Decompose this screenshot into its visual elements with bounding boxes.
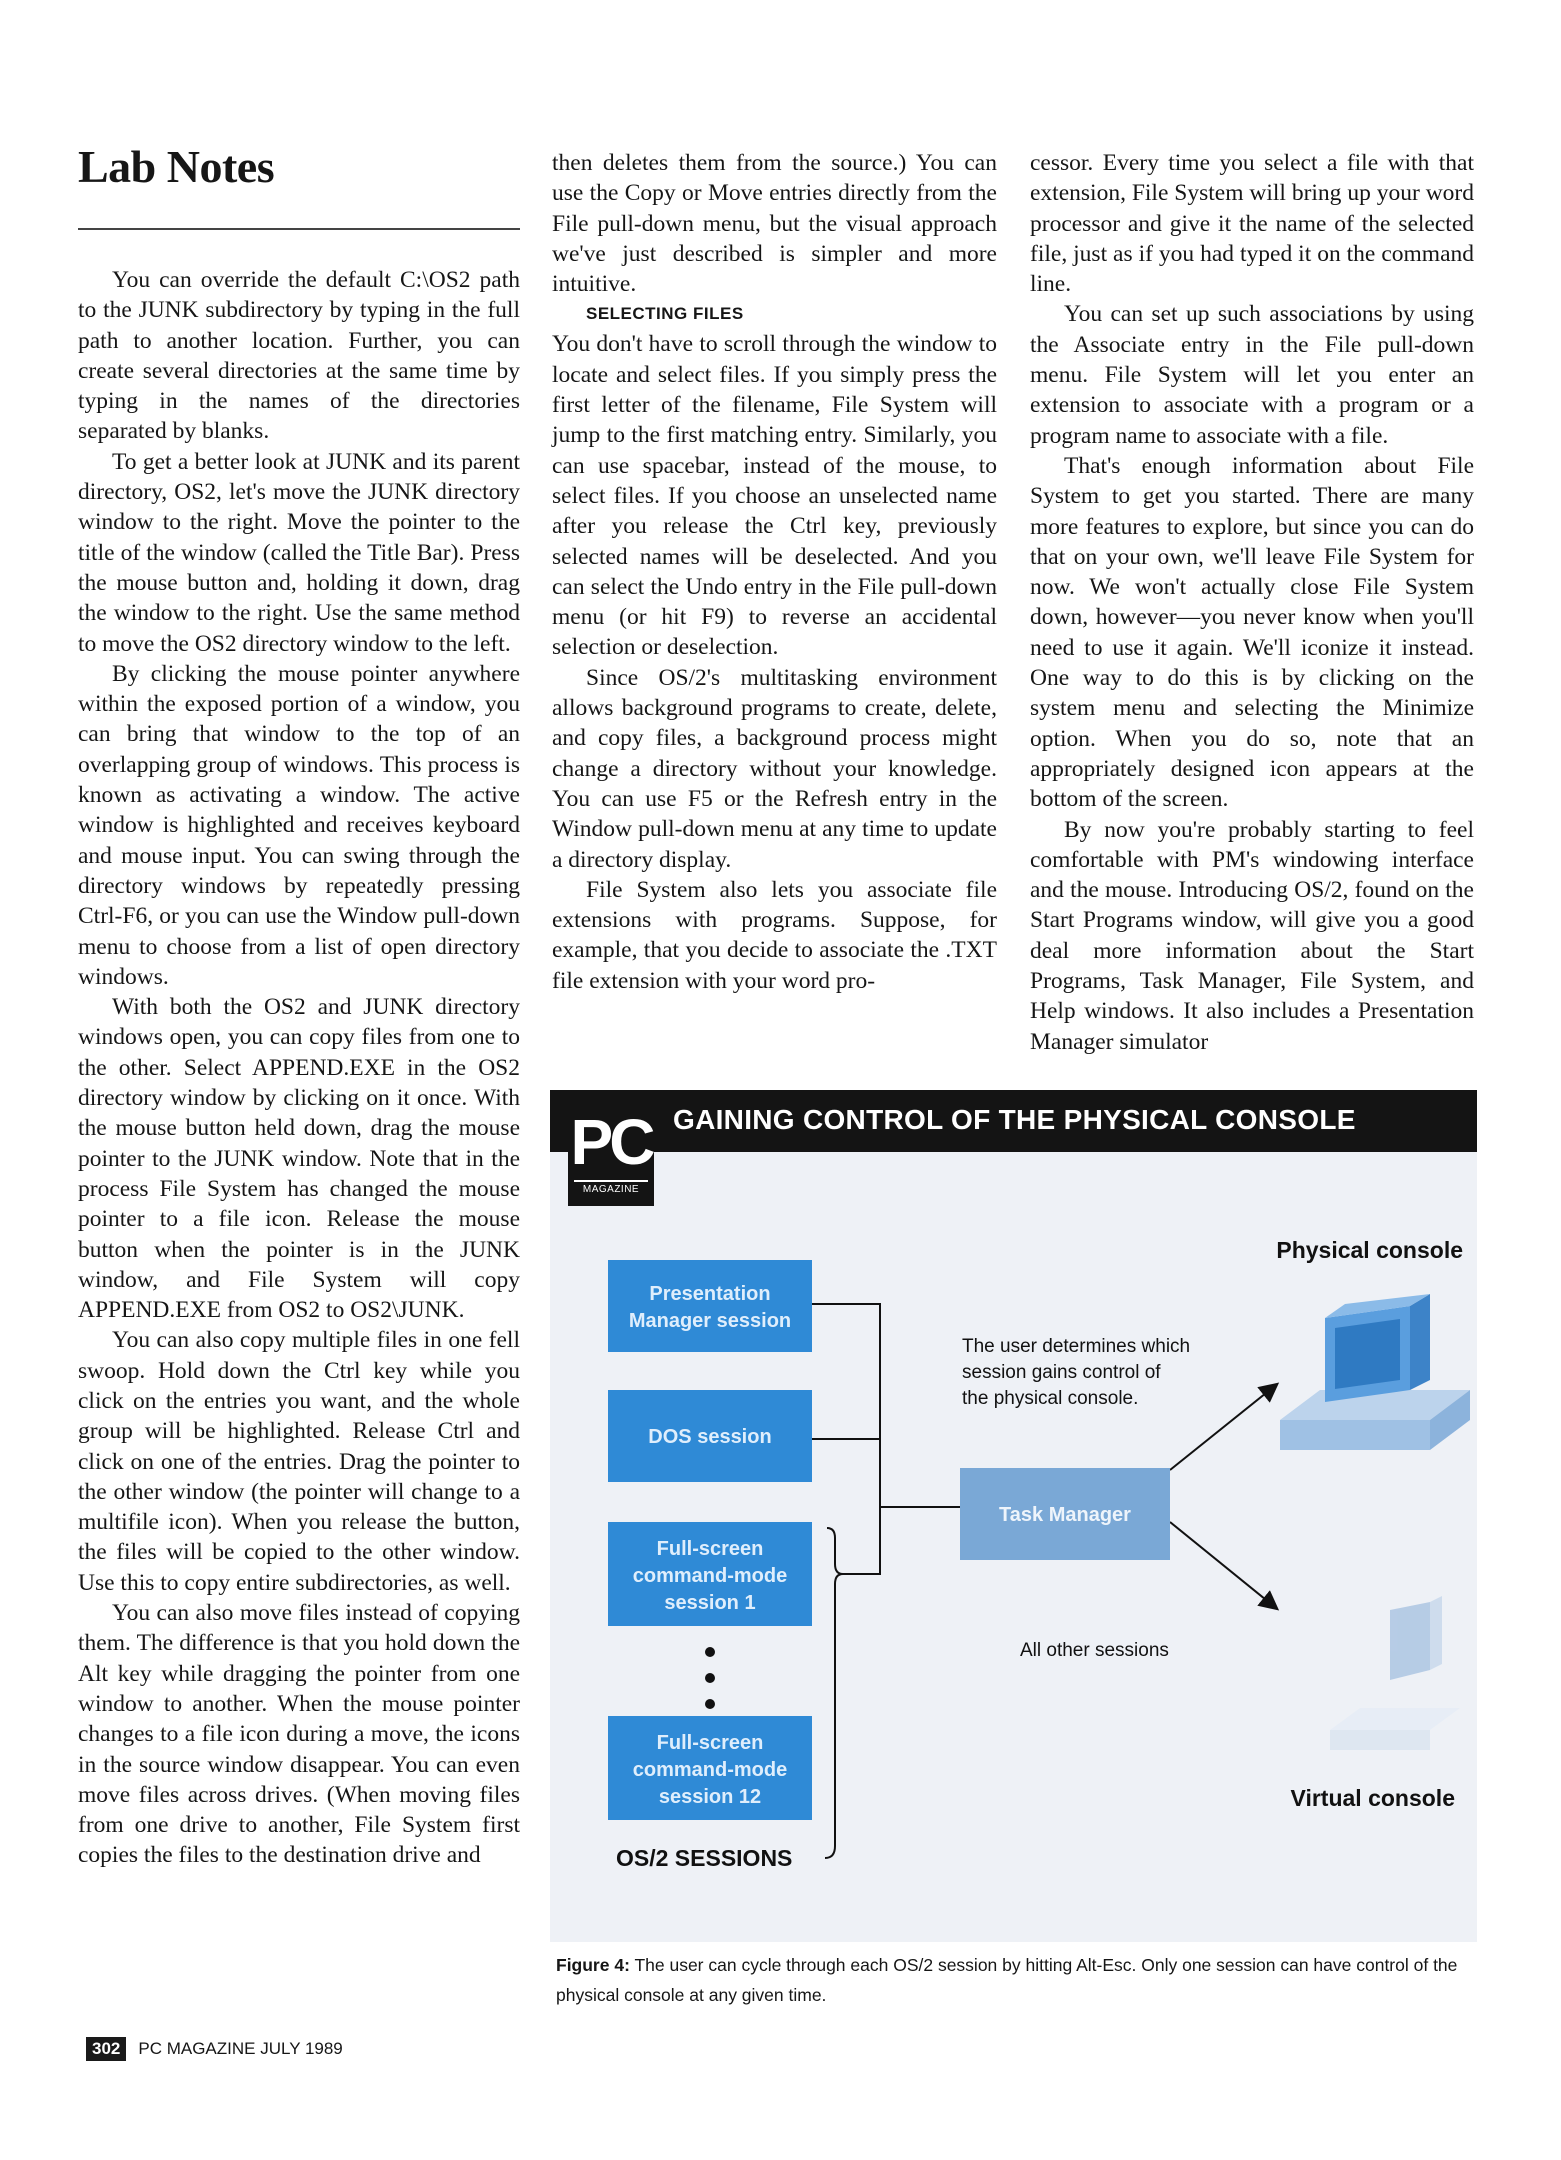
physical-console-monitor-icon: [1280, 1294, 1470, 1450]
user-note-line1: The user determines which: [962, 1336, 1191, 1357]
virtual-console-label: Virtual console: [1290, 1785, 1455, 1811]
paragraph: File System also lets you associate file extensions with programs. Suppose, for example, that you decide to associate the .TXT file extension with your word pro-: [552, 876, 997, 994]
virtual-console-monitor-icon: [1330, 1596, 1460, 1750]
page-footer: [86, 2037, 343, 2061]
paragraph: You can override the default C:\OS2 path to the JUNK subdirectory by typing in the full path to another location. Further, you can create several directories at the same time by typing in the names of the directories separated by blanks.: [78, 267, 520, 445]
arrow-virtual: [1170, 1522, 1276, 1608]
title-divider: [78, 228, 520, 230]
paragraph: With both the OS2 and JUNK directory windows open, you can copy files from one to the other. Select APPEND.EXE in the OS2 directory window by clicking on it once. With the mouse button held down, drag the mouse pointer to the JUNK window. Note that in the process File System has changed the mouse pointer to a file icon. Release the mouse button when the pointer is in the JUNK window, and File System will copy APPEND.EXE from OS2 to OS2\JUNK.: [78, 994, 520, 1324]
page-title: Lab Notes: [78, 141, 275, 192]
other-sessions-label: All other sessions: [1020, 1640, 1169, 1661]
paragraph: You can also copy multiple files in one fell swoop. Hold down the Ctrl key while you click on the entries you want, and the whole group will be highlighted. Release Ctrl and click on one of the entries. Drag the pointer to the other window (the pointer will change to a multifile icon). When you release the button, the files will be copied to the other window. Use this to copy entire subdirectories, as well.: [78, 1327, 520, 1596]
session-box-pm: [608, 1260, 812, 1352]
figure-title: GAINING CONTROL OF THE PHYSICAL CONSOLE: [673, 1104, 1356, 1135]
physical-console-label: Physical console: [1276, 1237, 1463, 1263]
paragraph: That's enough information about File System to get you started. There are many more features to explore, but since you can do that on your own, we'll leave File System for now. We won't actually close File System down, however—you never know when you'll need to use it again. We'll iconize it instead. One way to do this is by clicking on the system menu and selecting the Minimize option. When you do so, note that an appropriately designed icon appears at the bottom of the screen.: [1030, 452, 1474, 813]
paragraph: To get a better look at JUNK and its parent directory, OS2, let's move the JUNK directory window to the right. Move the pointer to the title of the window (called the Title Bar). Press the mouse button and, holding it down, drag the window to the right. Use the same method to move the OS2 directory window to the left.: [78, 448, 520, 657]
user-note-line3: the physical console.: [962, 1388, 1139, 1409]
figure-caption: [556, 1950, 1466, 2010]
session-fs12-line3: session 12: [658, 1786, 762, 1808]
caption-label: Figure 4:: [556, 1955, 630, 1975]
paragraph: Since OS/2's multitasking environment allows background programs to create, delete, and copy files, a background process might change a directory without your knowledge. You can use F5 or the Refresh entry in the Window pull-down menu at any time to update a directory display.: [552, 664, 997, 873]
publication-info: PC MAGAZINE JULY 1989: [138, 2039, 343, 2058]
logo-subtext: MAGAZINE: [574, 1180, 648, 1195]
ellipsis-dots: [705, 1647, 715, 1709]
session-fs12-line1: Full-screen: [656, 1732, 764, 1754]
task-manager-label: Task Manager: [999, 1504, 1131, 1526]
diagram-canvas: [550, 1090, 1477, 1942]
user-note-line2: session gains control of: [962, 1362, 1161, 1383]
session-dos-label: DOS session: [648, 1426, 772, 1448]
paragraph: You can also move files instead of copying them. The difference is that you hold down the Alt key while dragging the pointer from one window to another. When the mouse pointer changes to a file icon during a move, the icons in the source window disappear. You can even move files across drives. (When moving files from one drive to another, File System first copies the files to the destination drive and: [78, 1600, 520, 1869]
paragraph: cessor. Every time you select a file with that extension, File System will bring up your word processor and give it the name of the selected file, just as if you had typed it on the command line.: [1030, 150, 1474, 298]
session-fs1-line1: Full-screen: [656, 1538, 764, 1560]
connector-line: [812, 1304, 880, 1507]
caption-text: The user can cycle through each OS/2 session by hitting Alt-Esc. Only one session can have control of the physical console at any given time.: [556, 1955, 1458, 2005]
figure-diagram: [550, 1090, 1477, 1942]
session-pm-line1: Presentation: [649, 1283, 771, 1305]
session-pm-line2: Manager session: [628, 1310, 792, 1332]
paragraph: You can set up such associations by using the Associate entry in the File pull-down menu. File System will let you enter an extension to associate with a program or a program name to associate with a file.: [1030, 301, 1474, 449]
article-column-2: [552, 148, 997, 996]
connector-line: [843, 1507, 880, 1574]
arrow-physical: [1170, 1385, 1276, 1470]
session-fs1-line3: session 1: [664, 1592, 756, 1614]
paragraph: By now you're probably starting to feel comfortable with PM's windowing interface and the mouse. Introducing OS/2, found on the Start Programs window, will give you a good deal more information about the Start Programs, Task Manager, File System, and Help windows. It also includes a Presentation Manager simulator: [1030, 816, 1474, 1055]
sessions-label: OS/2 SESSIONS: [616, 1845, 793, 1871]
article-column-3: [1030, 148, 1474, 1057]
logo-text: PC: [570, 1106, 652, 1178]
session-fs12-line2: command-mode: [632, 1759, 788, 1781]
section-subhead: SELECTING FILES: [586, 304, 744, 324]
session-fs1-line2: command-mode: [632, 1565, 788, 1587]
page-number: 302: [86, 2037, 126, 2061]
paragraph: You don't have to scroll through the window to locate and select files. If you simply press the first letter of the filename, File System will jump to the first matching entry. Similarly, you can use spacebar, instead of the mouse, to select files. If you choose an unselected name after you release the Ctrl key, previously selected names will be deselected. And you can select the Undo entry in the File pull-down menu (or hit F9) to reverse an accidental selection or deselection.: [552, 331, 997, 661]
session-bracket: [825, 1528, 843, 1858]
paragraph: then deletes them from the source.) You can use the Copy or Move entries directly from the File pull-down menu, but the visual approach we've just described is simpler and more intuitive.: [552, 150, 997, 298]
article-column-1: [78, 265, 520, 1871]
paragraph: By clicking the mouse pointer anywhere within the exposed portion of a window, you can bring that window to the top of an overlapping group of windows. This process is known as activating a window. The active window is highlighted and receives keyboard and mouse input. You can swing through the directory windows by repeatedly pressing Ctrl-F6, or you can use the Window pull-down menu to choose from a list of open directory windows.: [78, 660, 520, 990]
